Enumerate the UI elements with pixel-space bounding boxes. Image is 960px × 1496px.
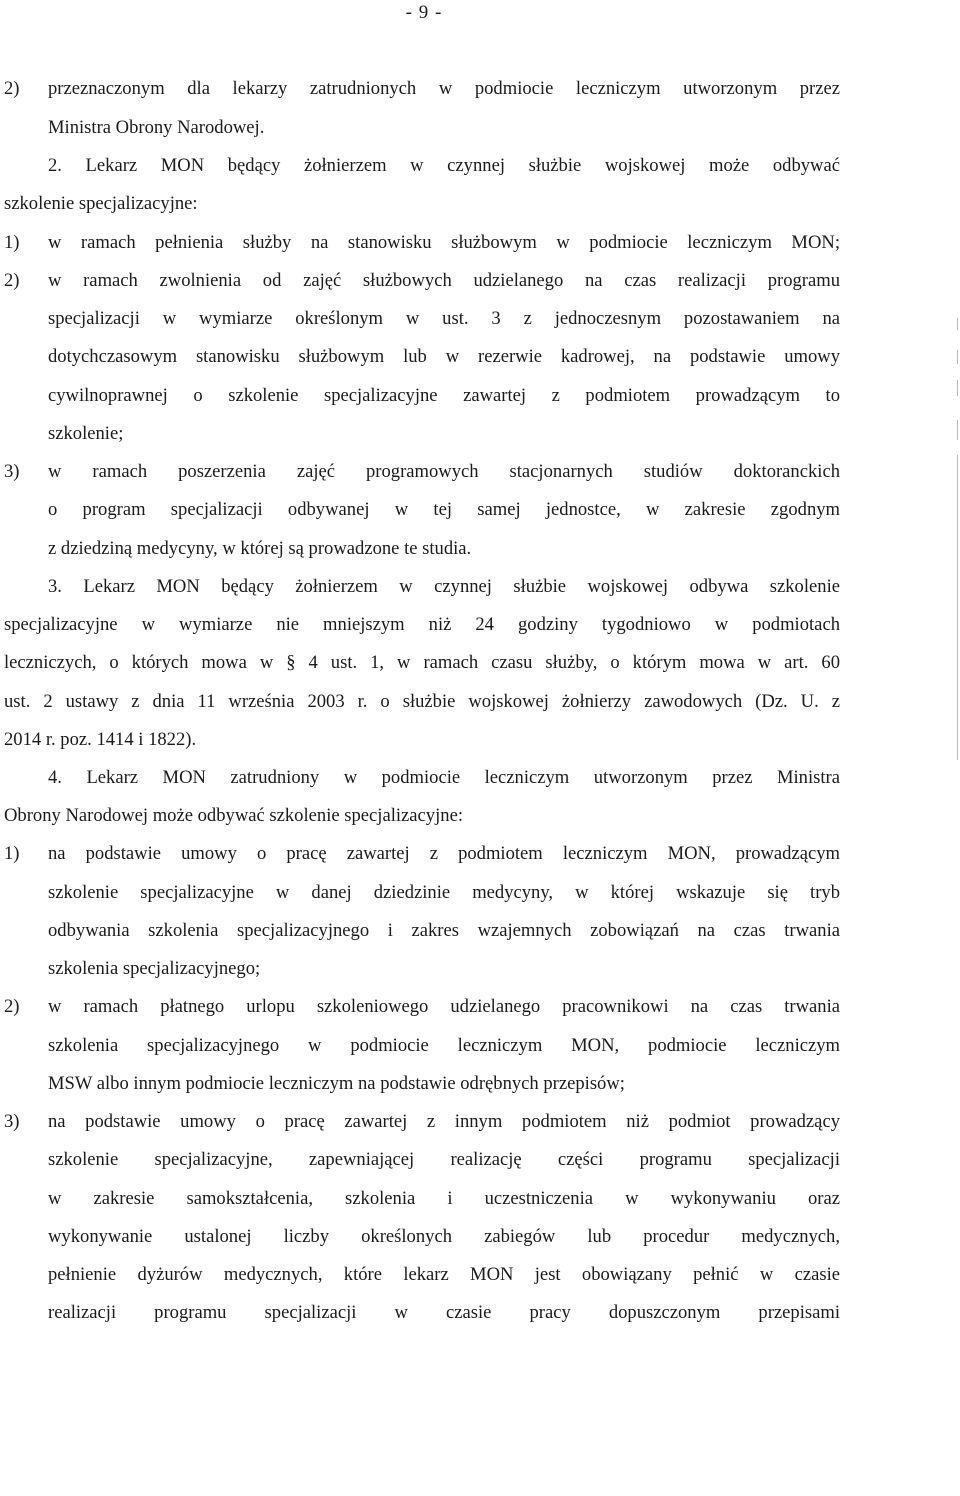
text-line: o program specjalizacji odbywanej w tej samej jednostce, w zakresie zgodnym xyxy=(48,499,840,520)
page-number: - 9 - xyxy=(405,2,443,23)
text-line: szkolenie specjalizacyjne, zapewniającej realizację części programu specjalizacji xyxy=(48,1149,840,1170)
list-marker: 2) xyxy=(4,996,20,1017)
text-line: wykonywanie ustalonej liczby określonych zabiegów lub procedur medycznych, xyxy=(48,1226,840,1247)
text-line: realizacji programu specjalizacji w czasie pracy dopuszczonym przepisami xyxy=(48,1302,840,1323)
list-marker: 2) xyxy=(4,78,20,99)
list-marker: 1) xyxy=(4,843,20,864)
text-line: specjalizacyjne w wymiarze nie mniejszym niż 24 godziny tygodniowo w podmiotach xyxy=(4,614,840,635)
text-line: 4. Lekarz MON zatrudniony w podmiocie leczniczym utworzonym przez Ministra xyxy=(48,767,840,788)
list-marker: 1) xyxy=(4,232,20,253)
text-line: 3. Lekarz MON będący żołnierzem w czynnej służbie wojskowej odbywa szkolenie xyxy=(48,576,840,597)
list-marker: 2) xyxy=(4,270,20,291)
text-line: ust. 2 ustawy z dnia 11 września 2003 r. o służbie wojskowej żołnierzy zawodowych (Dz. U. z xyxy=(4,691,840,712)
list-marker: 3) xyxy=(4,461,20,482)
scan-mark xyxy=(957,350,958,364)
text-line: przeznaczonym dla lekarzy zatrudnionych w podmiocie leczniczym utworzonym przez xyxy=(48,78,840,99)
scan-mark xyxy=(957,455,958,760)
scan-mark xyxy=(957,380,958,396)
text-line: leczniczych, o których mowa w § 4 ust. 1, w ramach czasu służby, o którym mowa w art. 60 xyxy=(4,652,840,673)
text-line: szkolenia specjalizacyjnego; xyxy=(48,958,261,979)
text-line: w ramach poszerzenia zajęć programowych stacjonarnych studiów doktoranckich xyxy=(48,461,840,482)
text-line: na podstawie umowy o pracę zawartej z innym podmiotem niż podmiot prowadzący xyxy=(48,1111,840,1132)
text-line: szkolenia specjalizacyjnego w podmiocie leczniczym MON, podmiocie leczniczym xyxy=(48,1035,840,1056)
text-line: Obrony Narodowej może odbywać szkolenie specjalizacyjne: xyxy=(4,805,463,826)
text-line: szkolenie; xyxy=(48,423,124,444)
text-line: dotychczasowym stanowisku służbowym lub w rezerwie kadrowej, na podstawie umowy xyxy=(48,346,840,367)
text-line: specjalizacji w wymiarze określonym w ust. 3 z jednoczesnym pozostawaniem na xyxy=(48,308,840,329)
text-line: odbywania szkolenia specjalizacyjnego i zakres wzajemnych zobowiązań na czas trwania xyxy=(48,920,840,941)
text-line: 2. Lekarz MON będący żołnierzem w czynnej służbie wojskowej może odbywać xyxy=(48,155,840,176)
scan-mark xyxy=(957,420,958,440)
text-line: z dziedziną medycyny, w której są prowadzone te studia. xyxy=(48,538,472,559)
text-line: szkolenie specjalizacyjne w danej dziedzinie medycyny, w której wskazuje się tryb xyxy=(48,882,840,903)
text-line: szkolenie specjalizacyjne: xyxy=(4,193,198,214)
text-line: pełnienie dyżurów medycznych, które lekarz MON jest obowiązany pełnić w czasie xyxy=(48,1264,840,1285)
text-line: MSW albo innym podmiocie leczniczym na podstawie odrębnych przepisów; xyxy=(48,1073,625,1094)
text-line: w zakresie samokształcenia, szkolenia i uczestniczenia w wykonywaniu oraz xyxy=(48,1188,840,1209)
text-line: na podstawie umowy o pracę zawartej z podmiotem leczniczym MON, prowadzącym xyxy=(48,843,840,864)
text-line: 2014 r. poz. 1414 i 1822). xyxy=(4,729,197,750)
text-line: w ramach zwolnienia od zajęć służbowych udzielanego na czas realizacji programu xyxy=(48,270,840,291)
scan-mark xyxy=(957,318,958,330)
text-line: w ramach pełnienia służby na stanowisku służbowym w podmiocie leczniczym MON; xyxy=(48,232,840,253)
text-line: w ramach płatnego urlopu szkoleniowego udzielanego pracownikowi na czas trwania xyxy=(48,996,840,1017)
text-line: cywilnoprawnej o szkolenie specjalizacyjne zawartej z podmiotem prowadzącym to xyxy=(48,385,840,406)
text-line: Ministra Obrony Narodowej. xyxy=(48,117,265,138)
list-marker: 3) xyxy=(4,1111,20,1132)
